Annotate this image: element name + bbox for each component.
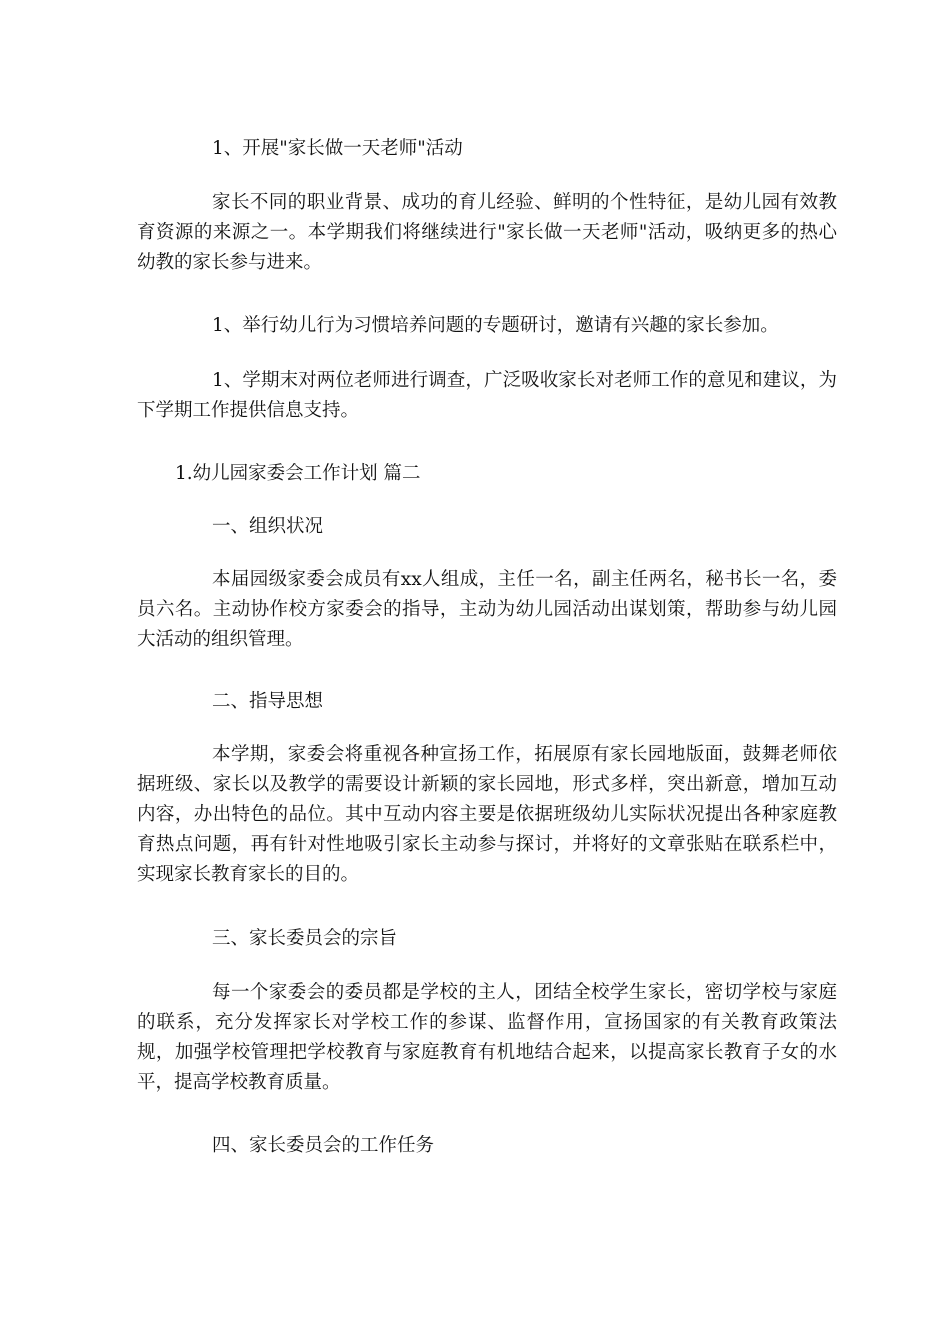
heading-tasks: 四、家长委员会的工作任务 <box>212 1135 435 1156</box>
paragraph-seminar: 1、举行幼儿行为习惯培养问题的专题研讨，邀请有兴趣的家长参加。 <box>212 315 779 336</box>
section-title: 1.幼儿园家委会工作计划 篇二 <box>175 463 421 484</box>
heading-organization: 一、组织状况 <box>212 516 324 537</box>
paragraph-guiding-ideology: 本学期，家委会将重视各种宣扬工作，拓展原有家长园地版面，鼓舞老师依据班级、家长以及教学的需要设计新颖的家长园地，形式多样，突出新意，增加互动内容，办出特色的品位。其中互动内容主要是依据班级幼儿实际状况提出各种家庭教育热点问题，再有针对性地吸引家长主动参与探讨，并将好的文章张贴在联系栏中，实现家长教育家长的目的。 <box>137 744 837 885</box>
paragraph-body-activity: 家长不同的职业背景、成功的育儿经验、鲜明的个性特征，是幼儿园有效教育资源的来源之一。本学期我们将继续进行"家长做一天老师"活动，吸纳更多的热心幼教的家长参与进来。 <box>137 192 837 273</box>
paragraph-organization: 本届园级家委会成员有xx人组成，主任一名，副主任两名，秘书长一名，委员六名。主动协作校方家委会的指导，主动为幼儿园活动出谋划策，帮助参与幼儿园大活动的组织管理。 <box>137 569 837 650</box>
paragraph-survey: 1、学期末对两位老师进行调查，广泛吸收家长对老师工作的意见和建议，为下学期工作提供信息支持。 <box>137 370 837 421</box>
heading-guiding-ideology: 二、指导思想 <box>212 691 324 712</box>
paragraph-purpose: 每一个家委会的委员都是学校的主人，团结全校学生家长，密切学校与家庭的联系，充分发挥家长对学校工作的参谋、监督作用，宣扬国家的有关教育政策法规，加强学校管理把学校教育与家庭教育有机地结合起来，以提高家长教育子女的水平，提高学校教育质量。 <box>137 982 837 1093</box>
heading-purpose: 三、家长委员会的宗旨 <box>212 928 398 949</box>
paragraph-heading-activity: 1、开展"家长做一天老师"活动 <box>212 138 463 159</box>
